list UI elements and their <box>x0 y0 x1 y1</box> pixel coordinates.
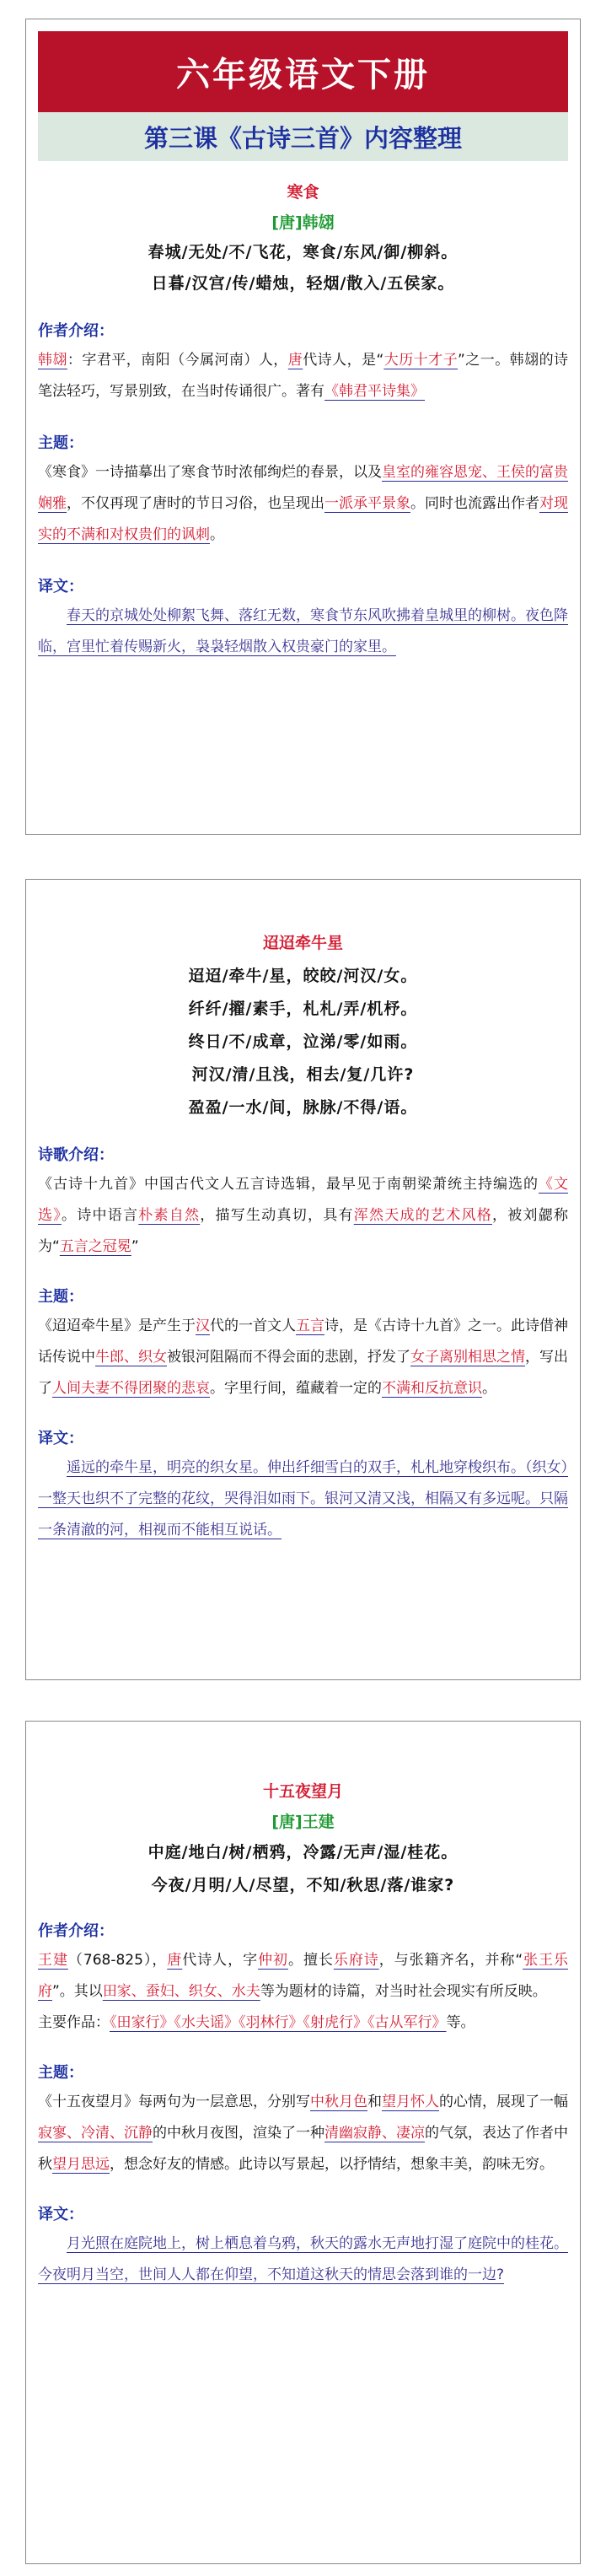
highlight-term: 清幽寂静、凄凉 <box>324 2125 425 2142</box>
theme-heading: 主题： <box>38 2064 83 2082</box>
highlight-term: 望月思远 <box>52 2156 110 2173</box>
highlight-term: 朴素自然 <box>138 1207 201 1224</box>
theme-text: 《迢迢牵牛星》是产生于汉代的一首文人五言诗，是《古诗十九首》之一。此诗借神话传说中牛郎、织女被银河阻隔而不得会面的悲剧，抒发了女子离别相思之情，写出了人间夫妻不得团聚的悲哀。字里行间，蕴藏着一定的不满和反抗意识。 <box>38 1318 568 1397</box>
poem-line: 春城/无处/不/飞花，寒食/东风/御/柳斜。 <box>147 243 459 261</box>
highlight-term: 五言 <box>296 1318 324 1334</box>
highlight-term: 中秋月色 <box>310 2094 367 2110</box>
poem-title: 寒食 <box>287 183 319 202</box>
card-tiaotiao <box>25 879 581 1680</box>
author-intro-text: 王建（768-825），唐代诗人，字仲初。擅长乐府诗，与张籍齐名，并称“张王乐府”。其以田家、蚕妇、织女、水夫等为题材的诗篇，对当时社会现实有所反映。 主要作品：《田家行》《水夫谣》《羽林行》《射虎行》《古从军行》等。 <box>38 1952 569 2031</box>
theme-heading: 主题： <box>38 1288 83 1306</box>
highlight-term: 张王乐府 <box>38 1952 569 2000</box>
card-hanshi <box>25 19 581 835</box>
highlight-term: 一派承平景象 <box>324 495 410 512</box>
intro-heading: 诗歌介绍： <box>38 1146 114 1164</box>
translation-text: 月光照在庭院地上，树上栖息着乌鸦，秋天的露水无声地打湿了庭院中的桂花。今夜明月当空，世间人人都在仰望，不知道这秋天的情思会落到谁的一边? <box>38 2235 568 2283</box>
poem-line: 终日/不/成章，泣涕/零/如雨。 <box>188 1032 418 1051</box>
poem-line: 纤纤/擢/素手，札札/弄/机杼。 <box>188 1000 418 1018</box>
translation-text: 春天的京城处处柳絮飞舞、落红无数，寒食节东风吹拂着皇城里的柳树。夜色降临，宫里忙着传赐新火，袅袅轻烟散入权贵豪门的家里。 <box>38 607 568 655</box>
theme-text: 《十五夜望月》每两句为一层意思，分别写中秋月色和望月怀人的心情，展现了一幅寂寥、冷清、沉静的中秋月夜图，渲染了一种清幽寂静、凄凉的气氛，表达了作者中秋望月思远，想念好友的情感。此诗以写景起，以抒情结，想象丰美，韵味无穷。 <box>38 2094 568 2173</box>
poem-title: 迢迢牵牛星 <box>262 934 343 952</box>
intro-text: 《古诗十九首》中国古代文人五言诗选辑，最早见于南朝梁萧统主持编选的《文选》。诗中语言朴素自然，描写生动真切，具有浑然天成的艺术风格，被刘勰称为“五言之冠冕” <box>38 1176 568 1255</box>
highlight-term: 女子离别相思之情 <box>410 1349 525 1366</box>
poem-line: 今夜/月明/人/尽望，不知/秋思/落/谁家? <box>151 1876 455 1894</box>
highlight-term: 五言之冠冕 <box>59 1238 131 1255</box>
highlight-term: 汉 <box>196 1318 210 1334</box>
theme-text: 《寒食》一诗描摹出了寒食节时浓郁绚烂的春景，以及皇室的雍容恩宠、王侯的富贵娴雅，不仅再现了唐时的节日习俗，也呈现出一派承平景象。同时也流露出作者对现实的不满和对权贵们的讽刺。 <box>38 464 568 543</box>
poem-line: 中庭/地白/树/栖鸦，冷露/无声/湿/桂花。 <box>147 1843 459 1862</box>
highlight-term: 《韩君平诗集》 <box>324 383 425 400</box>
highlight-term: 皇室的雍容恩宠、王侯的富贵娴雅 <box>38 464 568 512</box>
poem-line: 盈盈/一水/间，脉脉/不得/语。 <box>188 1098 418 1117</box>
highlight-term: 《田家行》《水夫谣》《羽林行》《射虎行》《古从军行》 <box>110 2014 447 2031</box>
dynasty: 唐 <box>167 1952 183 1969</box>
poem-author: [唐]王建 <box>271 1813 335 1831</box>
highlight-term: 乐府诗 <box>333 1952 379 1969</box>
page-subtitle: 第三课《古诗三首》内容整理 <box>38 112 568 161</box>
highlight-term: 寂寥、冷清、沉静 <box>38 2125 153 2142</box>
highlight-term: 浑然天成的艺术风格 <box>353 1207 492 1224</box>
page-title: 六年级语文下册 <box>38 31 568 112</box>
highlight-term: 大历十才子 <box>383 352 459 369</box>
highlight-term: 对现实的不满和对权贵们的讽刺 <box>38 495 568 543</box>
theme-heading: 主题： <box>38 434 83 452</box>
highlight-term: 牛郎、织女 <box>95 1349 167 1366</box>
poem-author: [唐]韩翃 <box>271 213 335 232</box>
author-intro-text: 韩翃：字君平，南阳（今属河南）人，唐代诗人，是“大历十才子”之一。韩翃的诗笔法轻巧，写景别致，在当时传诵很广。著有《韩君平诗集》 <box>38 352 569 400</box>
translation-text: 遥远的牵牛星，明亮的织女星。伸出纤细雪白的双手，札札地穿梭织布。（织女）一整天也织不了完整的花纹，哭得泪如雨下。银河又清又浅，相隔又有多远呢。只隔一条清澈的河，相视而不能相互说话。 <box>38 1459 568 1539</box>
highlight-term: 田家、蚕妇、织女、水夫 <box>102 1983 260 2000</box>
author-name: 韩翃 <box>38 352 67 369</box>
translation-heading: 译文： <box>38 578 83 595</box>
translation-heading: 译文： <box>38 2206 83 2223</box>
highlight-term: 仲初 <box>258 1952 288 1969</box>
poem-line: 日暮/汉宫/传/蜡烛，轻烟/散入/五侯家。 <box>151 274 455 293</box>
dynasty: 唐 <box>287 352 303 369</box>
translation-heading: 译文： <box>38 1430 83 1447</box>
highlight-term: 望月怀人 <box>382 2094 439 2110</box>
highlight-term: 《文选》 <box>38 1176 568 1224</box>
poem-line: 迢迢/牵牛/星，皎皎/河汉/女。 <box>188 967 418 985</box>
poem-title: 十五夜望月 <box>262 1782 343 1801</box>
author-name: 王建 <box>38 1952 68 1969</box>
author-intro-heading: 作者介绍： <box>38 322 114 340</box>
poem-line: 河汉/清/且浅，相去/复/几许? <box>191 1065 415 1084</box>
highlight-term: 人间夫妻不得团聚的悲哀 <box>52 1380 210 1397</box>
author-intro-heading: 作者介绍： <box>38 1922 114 1940</box>
highlight-term: 不满和反抗意识 <box>382 1380 482 1397</box>
card-shiwuye <box>25 1721 581 2564</box>
